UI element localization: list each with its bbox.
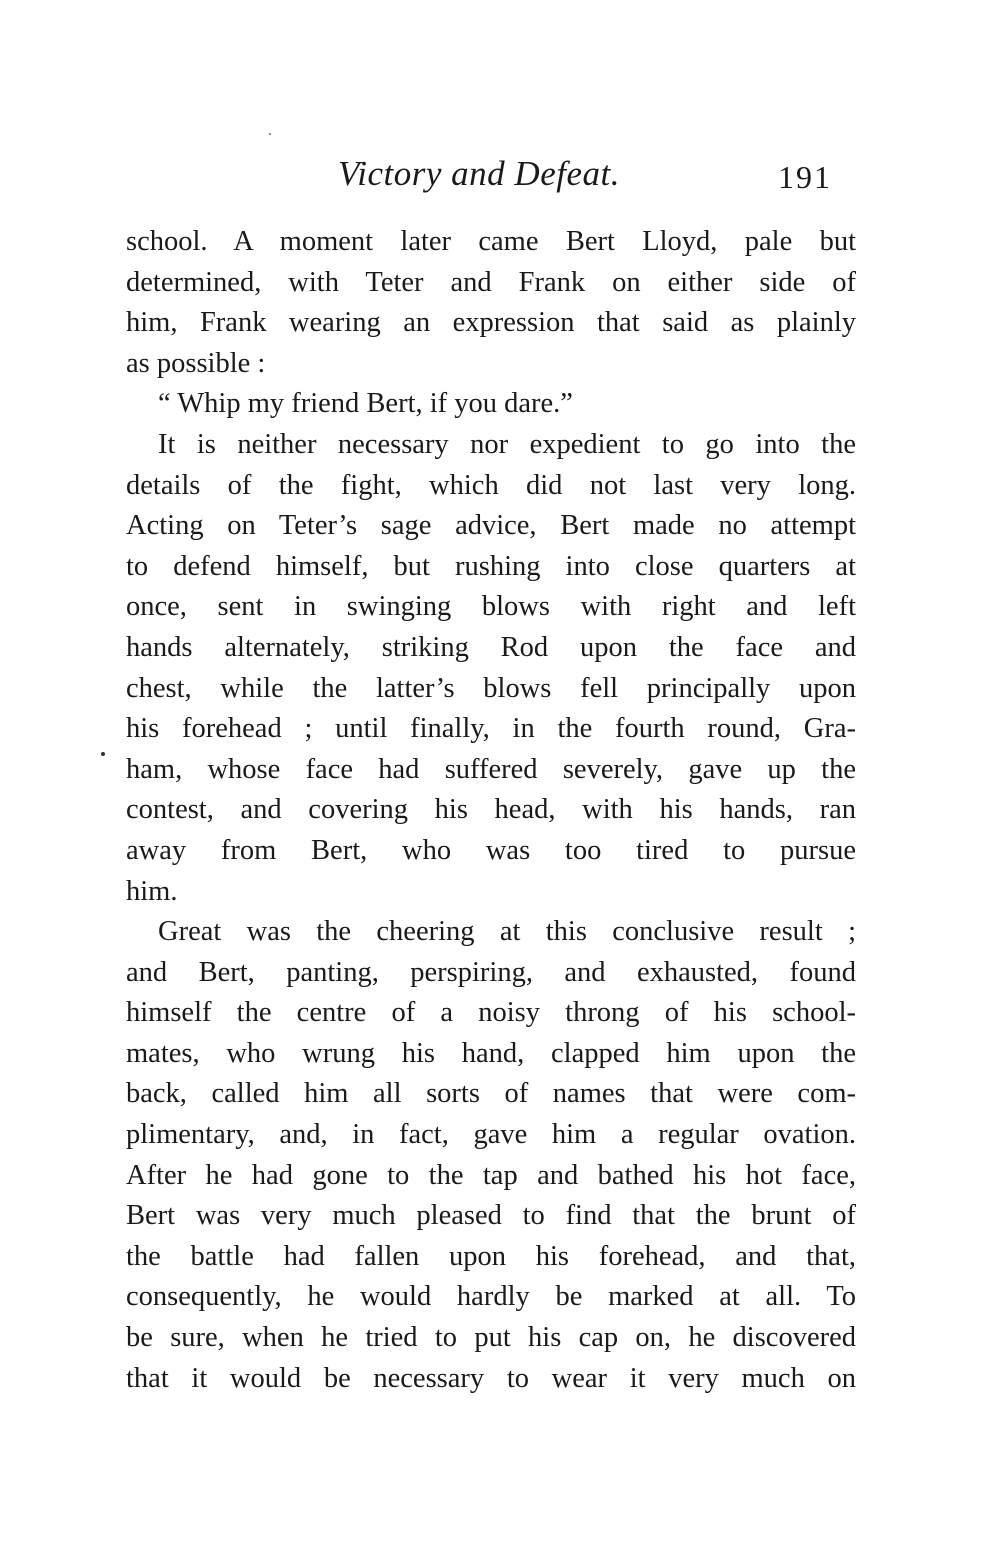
text-line: that it would be necessary to wear it very much on	[126, 1362, 856, 1394]
running-title: Victory and Defeat.	[338, 154, 620, 193]
text-line: It is neither necessary nor expedient to go into the	[158, 428, 856, 460]
text-line: determined, with Teter and Frank on either side of	[126, 266, 856, 298]
text-line: contest, and covering his head, with his hands, ran	[126, 794, 856, 826]
text-line: be sure, when he tried to put his cap on, he discovered	[126, 1322, 856, 1354]
page-number: 191	[778, 159, 832, 195]
text-line: “ Whip my friend Bert, if you dare.”	[158, 388, 573, 420]
text-line: his forehead ; until finally, in the fourth round, Gra-	[126, 713, 856, 745]
text-line: ham, whose face had suffered severely, gave up the	[126, 753, 856, 785]
text-line: Acting on Teter’s sage advice, Bert made no attempt	[126, 510, 856, 542]
text-line: once, sent in swinging blows with right and left	[126, 591, 856, 623]
body-text	[126, 222, 856, 1399]
text-line: back, called him all sorts of names that were com-	[126, 1078, 856, 1110]
text-line: After he had gone to the tap and bathed his hot face,	[126, 1159, 856, 1191]
text-line: consequently, he would hardly be marked at all. To	[126, 1281, 856, 1313]
text-line: him.	[126, 875, 178, 907]
text-line: himself the centre of a noisy throng of his school-	[126, 997, 856, 1029]
text-line: Bert was very much pleased to find that the brunt of	[126, 1200, 856, 1232]
text-line: chest, while the latter’s blows fell principally upon	[126, 672, 856, 704]
text-line: the battle had fallen upon his forehead, and that,	[126, 1240, 856, 1272]
text-line: Great was the cheering at this conclusive result ;	[158, 916, 856, 948]
text-line: hands alternately, striking Rod upon the face and	[126, 631, 856, 663]
paper-speck	[269, 133, 271, 135]
text-line: details of the fight, which did not last very long.	[126, 469, 856, 501]
text-line: him, Frank wearing an expression that said as plainly	[126, 307, 856, 339]
text-line: to defend himself, but rushing into close quarters at	[126, 550, 856, 582]
page-header	[0, 154, 1000, 204]
text-line: as possible :	[126, 347, 266, 379]
text-line: school. A moment later came Bert Lloyd, pale but	[126, 226, 856, 257]
text-line: away from Bert, who was too tired to pursue	[126, 834, 856, 866]
text-line: and Bert, panting, perspiring, and exhausted, found	[126, 956, 856, 988]
text-line: mates, who wrung his hand, clapped him upon the	[126, 1037, 856, 1069]
text-line: plimentary, and, in fact, gave him a regular ovation.	[126, 1119, 856, 1151]
margin-mark	[101, 752, 105, 756]
